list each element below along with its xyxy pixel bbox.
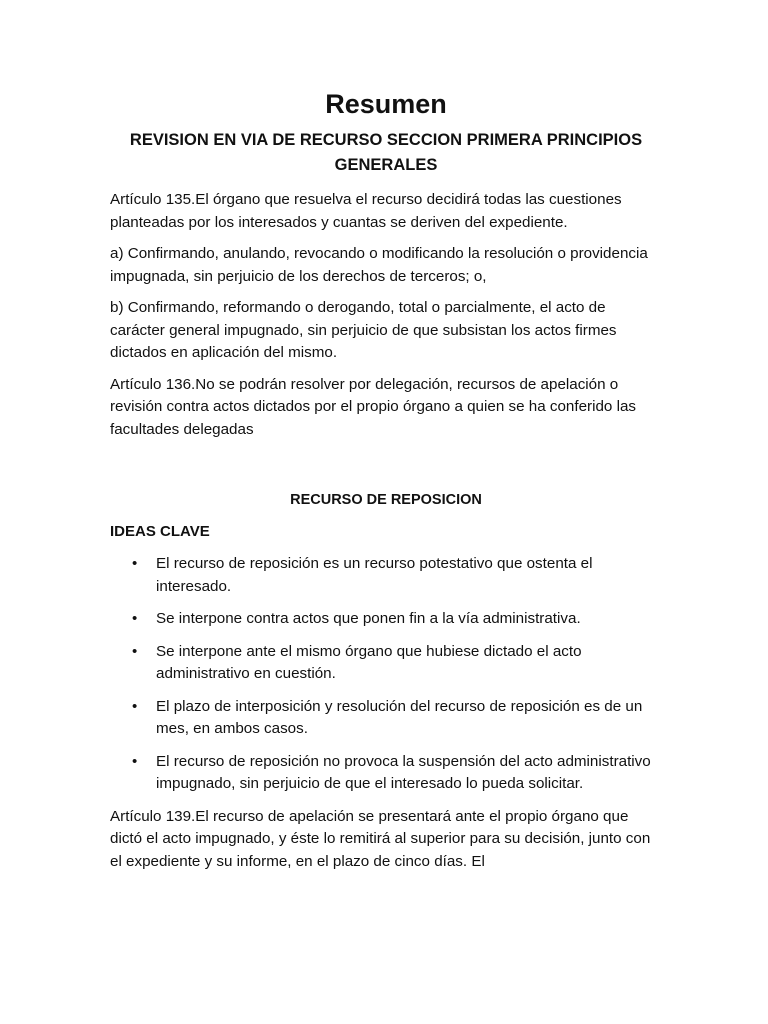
ideas-clave-heading: IDEAS CLAVE	[110, 523, 210, 540]
paragraph-option-a: a) Confirmando, anulando, revocando o modificando la resolución o providencia impugnada, sin perjuicio de los derechos de terceros; o,	[110, 245, 648, 285]
document-page	[110, 86, 662, 882]
list-item-text: El recurso de reposición no provoca la suspensión del acto administrativo impugnado, sin perjuicio de que el interesado lo pueda solicitar.	[156, 752, 651, 792]
bullet-icon: •	[132, 610, 138, 627]
list-item	[110, 608, 662, 631]
bullet-icon: •	[132, 697, 138, 715]
paragraph-option-b: b) Confirmando, reformando o derogando, total o parcialmente, el acto de carácter general impugnado, sin perjuicio de que subsistan los actos firmes dictados en aplicación del mismo.	[110, 299, 617, 361]
document-title: Resumen	[325, 89, 447, 119]
ideas-clave-list	[110, 553, 662, 796]
paragraph-articulo-136: Artículo 136.No se podrán resolver por delegación, recursos de apelación o revisión contra actos dictados por el propio órgano a quien se ha conferido las facultades delegadas	[110, 375, 636, 438]
paragraph-articulo-135: Artículo 135.El órgano que resuelva el recurso decidirá todas las cuestiones planteadas por los interesados y cuantas se deriven del expediente.	[110, 191, 622, 231]
list-item	[110, 553, 662, 598]
bullet-icon: •	[132, 555, 138, 572]
list-item	[110, 641, 662, 686]
list-item-text: El recurso de reposición es un recurso potestativo que ostenta el interesado.	[156, 555, 593, 595]
list-item-text: Se interpone contra actos que ponen fin a la vía administrativa.	[156, 610, 581, 627]
subtitle-line-2: GENERALES	[334, 156, 438, 174]
section-heading-recurso-reposicion: RECURSO DE REPOSICION	[290, 492, 482, 508]
list-item-text: Se interpone ante el mismo órgano que hubiese dictado el acto administrativo en cuestión.	[156, 642, 582, 682]
document-subtitle	[110, 128, 662, 178]
list-item-text: El plazo de interposición y resolución del recurso de reposición es de un mes, en ambos casos.	[156, 697, 643, 737]
list-item	[110, 696, 662, 741]
list-item	[110, 751, 662, 796]
subtitle-line-1: REVISION EN VIA DE RECURSO SECCION PRIMERA PRINCIPIOS	[129, 131, 643, 149]
paragraph-articulo-139: Artículo 139.El recurso de apelación se presentará ante el propio órgano que dictó el acto impugnado, y éste lo remitirá al superior para su decisión, junto con el expediente y su informe, en el plazo de cinco días. El	[110, 807, 651, 870]
bullet-icon: •	[132, 752, 138, 770]
bullet-icon: •	[132, 642, 138, 660]
